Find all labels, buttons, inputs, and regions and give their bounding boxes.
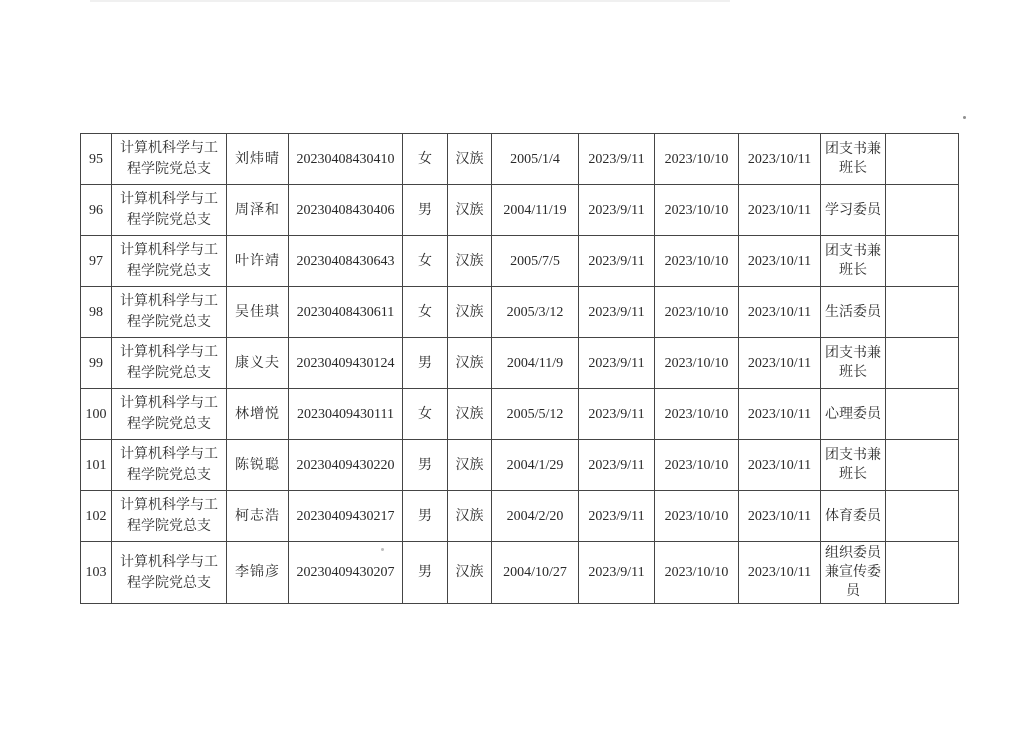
cell-index (81, 491, 112, 542)
cell-position (821, 389, 886, 440)
cell-member-id (289, 389, 403, 440)
cell-text: 2005/5/12 (506, 406, 564, 422)
cell-gender (403, 440, 448, 491)
cell-birth-date (492, 185, 579, 236)
cell-text: 团支书兼班长 (825, 142, 881, 176)
cell-text: 2023/9/11 (588, 565, 645, 581)
cell-date-3 (739, 236, 821, 287)
cell-text: 98 (89, 304, 103, 320)
table-row (81, 185, 959, 236)
table-row (81, 491, 959, 542)
cell-text: 计算机科学与工程学院党总支 (120, 243, 218, 279)
cell-text: 周泽和 (235, 202, 280, 218)
cell-text: 女 (418, 151, 432, 167)
cell-text: 2004/11/19 (503, 202, 567, 218)
cell-position (821, 185, 886, 236)
cell-text: 20230409430111 (297, 406, 394, 422)
cell-text: 男 (418, 355, 432, 371)
cell-ethnicity (448, 440, 492, 491)
cell-party-branch (112, 236, 227, 287)
cell-date-3 (739, 440, 821, 491)
cell-ethnicity (448, 542, 492, 604)
cell-text: 2023/9/11 (588, 253, 645, 269)
cell-birth-date (492, 440, 579, 491)
cell-text: 汉族 (455, 304, 484, 320)
cell-text: 2023/9/11 (588, 406, 645, 422)
cell-date-3 (739, 491, 821, 542)
cell-text: 计算机科学与工程学院党总支 (120, 345, 218, 381)
cell-party-branch (112, 440, 227, 491)
cell-gender (403, 185, 448, 236)
cell-gender (403, 134, 448, 185)
cell-name (227, 338, 289, 389)
cell-date-2 (655, 491, 739, 542)
cell-text: 20230408430643 (296, 253, 395, 269)
cell-date-1 (579, 542, 655, 604)
cell-name (227, 440, 289, 491)
cell-ethnicity (448, 338, 492, 389)
cell-name (227, 185, 289, 236)
cell-gender (403, 338, 448, 389)
cell-position (821, 338, 886, 389)
cell-remark (886, 185, 959, 236)
cell-party-branch (112, 491, 227, 542)
cell-ethnicity (448, 236, 492, 287)
cell-text: 汉族 (455, 406, 484, 422)
cell-text: 男 (418, 457, 432, 473)
cell-text: 20230409430207 (296, 565, 395, 581)
cell-text: 计算机科学与工程学院党总支 (120, 498, 218, 534)
cell-remark (886, 491, 959, 542)
cell-index (81, 287, 112, 338)
table-row (81, 389, 959, 440)
cell-text: 刘炜晴 (235, 151, 280, 167)
cell-text: 体育委员 (825, 508, 881, 524)
cell-date-3 (739, 287, 821, 338)
cell-text: 心理委员 (825, 406, 881, 422)
cell-date-1 (579, 185, 655, 236)
cell-text: 2005/7/5 (510, 253, 560, 269)
cell-text: 100 (85, 406, 107, 422)
cell-text: 汉族 (455, 355, 484, 371)
cell-text: 2004/10/27 (503, 565, 567, 581)
cell-text: 2004/1/29 (506, 457, 564, 473)
cell-text: 2023/10/11 (747, 457, 812, 473)
cell-index (81, 542, 112, 604)
cell-date-2 (655, 185, 739, 236)
cell-member-id (289, 542, 403, 604)
cell-text: 学习委员 (825, 202, 881, 218)
cell-text: 团支书兼班长 (825, 346, 881, 380)
cell-birth-date (492, 389, 579, 440)
cell-birth-date (492, 134, 579, 185)
cell-text: 计算机科学与工程学院党总支 (120, 192, 218, 228)
roster-table (80, 133, 959, 604)
cell-text: 2023/10/10 (664, 355, 729, 371)
cell-text: 2023/10/11 (747, 151, 812, 167)
cell-text: 2023/9/11 (588, 202, 645, 218)
cell-text: 女 (418, 304, 432, 320)
cell-date-1 (579, 389, 655, 440)
cell-text: 2023/10/11 (747, 355, 812, 371)
cell-text: 2005/3/12 (506, 304, 564, 320)
cell-date-2 (655, 542, 739, 604)
cell-position (821, 440, 886, 491)
cell-text: 女 (418, 406, 432, 422)
cell-text: 2023/10/11 (747, 565, 812, 581)
cell-party-branch (112, 134, 227, 185)
cell-text: 20230409430217 (296, 508, 395, 524)
cell-text: 2023/9/11 (588, 355, 645, 371)
roster-table-body (81, 134, 959, 604)
cell-text: 李锦彦 (235, 565, 280, 581)
cell-text: 汉族 (455, 565, 484, 581)
cell-text: 101 (85, 457, 107, 473)
cell-text: 20230408430611 (296, 304, 395, 320)
cell-date-1 (579, 134, 655, 185)
cell-text: 生活委员 (825, 304, 881, 320)
cell-text: 2023/9/11 (588, 151, 645, 167)
table-row (81, 236, 959, 287)
cell-text: 男 (418, 202, 432, 218)
cell-text: 2004/2/20 (506, 508, 564, 524)
cell-text: 2023/10/10 (664, 304, 729, 320)
cell-text: 柯志浩 (235, 508, 280, 524)
cell-date-3 (739, 389, 821, 440)
cell-party-branch (112, 338, 227, 389)
cell-position (821, 542, 886, 604)
cell-text: 2023/10/11 (747, 406, 812, 422)
cell-index (81, 440, 112, 491)
cell-gender (403, 491, 448, 542)
cell-gender (403, 287, 448, 338)
cell-party-branch (112, 389, 227, 440)
cell-gender (403, 389, 448, 440)
cell-text: 汉族 (455, 508, 484, 524)
table-row (81, 134, 959, 185)
cell-ethnicity (448, 389, 492, 440)
cell-position (821, 236, 886, 287)
cell-member-id (289, 338, 403, 389)
cell-text: 20230409430124 (296, 355, 395, 371)
cell-text: 99 (89, 355, 103, 371)
table-row (81, 338, 959, 389)
cell-date-2 (655, 134, 739, 185)
cell-position (821, 287, 886, 338)
cell-text: 2005/1/4 (510, 151, 560, 167)
cell-text: 女 (418, 253, 432, 269)
cell-remark (886, 236, 959, 287)
cell-text: 2023/10/11 (747, 304, 812, 320)
cell-remark (886, 287, 959, 338)
scan-speck (381, 548, 384, 551)
cell-date-3 (739, 542, 821, 604)
cell-text: 20230408430406 (296, 202, 395, 218)
cell-text: 2023/10/10 (664, 151, 729, 167)
cell-date-3 (739, 338, 821, 389)
cell-gender (403, 542, 448, 604)
cell-text: 男 (418, 565, 432, 581)
cell-remark (886, 389, 959, 440)
cell-text: 95 (89, 151, 103, 167)
cell-member-id (289, 287, 403, 338)
cell-text: 103 (85, 565, 107, 581)
cell-member-id (289, 440, 403, 491)
cell-remark (886, 134, 959, 185)
cell-index (81, 338, 112, 389)
cell-text: 2023/9/11 (588, 508, 645, 524)
table-row (81, 287, 959, 338)
cell-text: 2023/10/10 (664, 202, 729, 218)
cell-member-id (289, 491, 403, 542)
cell-name (227, 542, 289, 604)
cell-position (821, 134, 886, 185)
cell-index (81, 185, 112, 236)
cell-text: 计算机科学与工程学院党总支 (120, 294, 218, 330)
cell-text: 2023/10/10 (664, 406, 729, 422)
cell-birth-date (492, 491, 579, 542)
cell-text: 97 (89, 253, 103, 269)
cell-text: 96 (89, 202, 103, 218)
cell-date-2 (655, 389, 739, 440)
cell-text: 叶许靖 (235, 253, 280, 269)
cell-text: 汉族 (455, 202, 484, 218)
cell-member-id (289, 185, 403, 236)
cell-gender (403, 236, 448, 287)
cell-text: 计算机科学与工程学院党总支 (120, 141, 218, 177)
cell-party-branch (112, 542, 227, 604)
cell-text: 2023/10/11 (747, 253, 812, 269)
cell-date-2 (655, 440, 739, 491)
cell-position (821, 491, 886, 542)
cell-name (227, 236, 289, 287)
cell-birth-date (492, 236, 579, 287)
cell-date-2 (655, 287, 739, 338)
cell-date-1 (579, 338, 655, 389)
cell-date-1 (579, 236, 655, 287)
table-row (81, 440, 959, 491)
cell-text: 2023/10/10 (664, 508, 729, 524)
cell-text: 康义夫 (235, 355, 280, 371)
cell-date-1 (579, 491, 655, 542)
cell-index (81, 236, 112, 287)
cell-text: 吴佳琪 (235, 304, 280, 320)
cell-text: 2004/11/9 (506, 355, 564, 371)
cell-text: 102 (85, 508, 107, 524)
cell-member-id (289, 236, 403, 287)
cell-text: 2023/10/10 (664, 457, 729, 473)
table-row (81, 542, 959, 604)
cell-text: 计算机科学与工程学院党总支 (120, 447, 218, 483)
cell-name (227, 134, 289, 185)
cell-text: 2023/10/10 (664, 253, 729, 269)
cell-date-2 (655, 338, 739, 389)
cell-birth-date (492, 338, 579, 389)
cell-remark (886, 338, 959, 389)
cell-date-3 (739, 185, 821, 236)
cell-index (81, 389, 112, 440)
cell-member-id (289, 134, 403, 185)
cell-text: 2023/10/10 (664, 565, 729, 581)
cell-birth-date (492, 542, 579, 604)
cell-text: 团支书兼班长 (825, 244, 881, 278)
cell-date-3 (739, 134, 821, 185)
cell-date-1 (579, 440, 655, 491)
cell-birth-date (492, 287, 579, 338)
cell-remark (886, 440, 959, 491)
cell-text: 计算机科学与工程学院党总支 (120, 554, 218, 591)
cell-ethnicity (448, 134, 492, 185)
scan-smudge (90, 0, 730, 2)
cell-remark (886, 542, 959, 604)
cell-text: 2023/9/11 (588, 304, 645, 320)
cell-text: 20230408430410 (296, 151, 395, 167)
cell-text: 林增悦 (235, 406, 280, 422)
cell-text: 汉族 (455, 151, 484, 167)
cell-name (227, 287, 289, 338)
cell-party-branch (112, 185, 227, 236)
cell-date-2 (655, 236, 739, 287)
cell-text: 20230409430220 (296, 457, 395, 473)
cell-name (227, 389, 289, 440)
cell-name (227, 491, 289, 542)
cell-text: 汉族 (455, 253, 484, 269)
cell-text: 2023/10/11 (747, 202, 812, 218)
scan-speck (963, 116, 966, 119)
cell-index (81, 134, 112, 185)
cell-date-1 (579, 287, 655, 338)
cell-text: 2023/10/11 (747, 508, 812, 524)
cell-text: 2023/9/11 (588, 457, 645, 473)
cell-text: 汉族 (455, 457, 484, 473)
cell-text: 男 (418, 508, 432, 524)
cell-text: 组织委员兼宣传委员 (825, 546, 881, 599)
cell-text: 陈锐聪 (235, 457, 280, 473)
cell-ethnicity (448, 185, 492, 236)
cell-text: 团支书兼班长 (825, 448, 881, 482)
cell-text: 计算机科学与工程学院党总支 (120, 396, 218, 432)
cell-ethnicity (448, 287, 492, 338)
cell-party-branch (112, 287, 227, 338)
cell-ethnicity (448, 491, 492, 542)
